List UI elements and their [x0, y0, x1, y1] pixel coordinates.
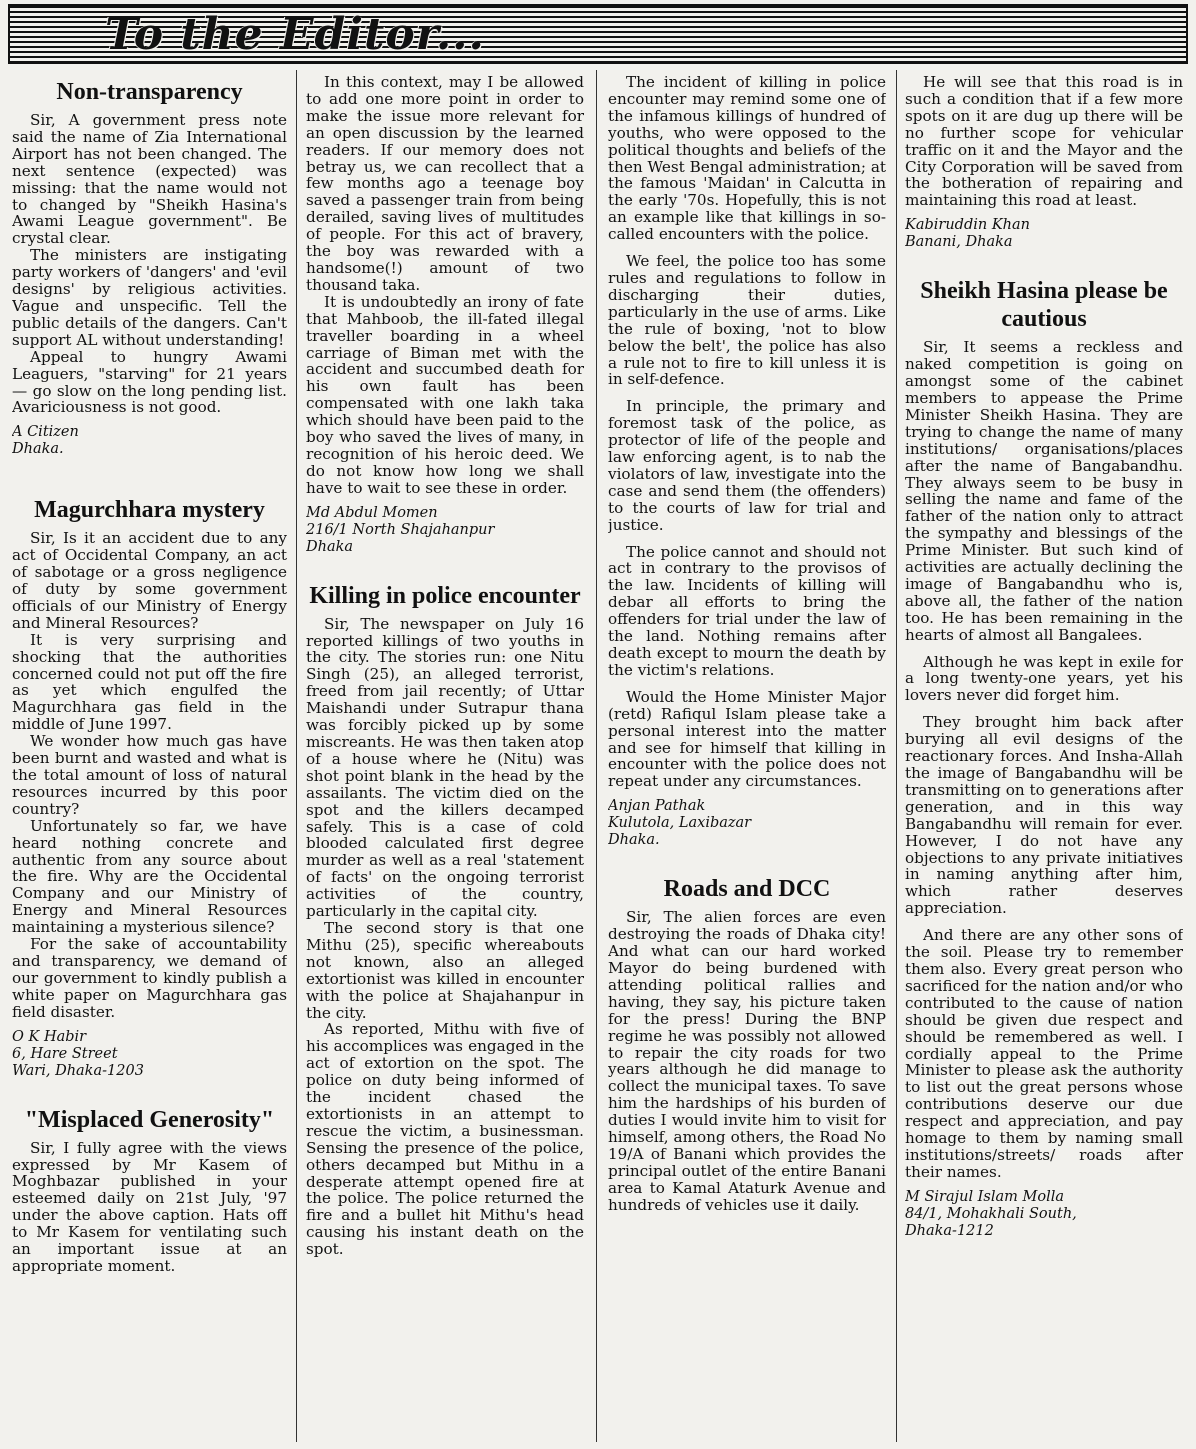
- signature-line: M Sirajul Islam Molla: [905, 1188, 1064, 1205]
- paragraph: Sir, It seems a reckless and naked competition is going on amongst some of the cabinet members to appease the Prime Minister Sheikh Hasina. They are trying to change the name of many institutions/ organisations/places after the name of Bangabandhu. They always seem to be busy in selling the name and fame of the father of the nation only to attract the sympathy and blessings of the Prime Minister. But such kind of activities are actually declining the image of Bangabandhu who is, above all, the father of the nation too. He has been remaining in the hearts of almost all Bangalees.: [905, 338, 1183, 644]
- paragraph: Although he was kept in exile for a long twenty-one years, yet his lovers never did forget him.: [905, 652, 1183, 705]
- column-divider: [596, 70, 597, 1442]
- signature-line: Dhaka.: [12, 441, 64, 458]
- signature-line: Dhaka: [306, 538, 354, 555]
- paragraph: Unfortunately so far, we have heard nothing concrete and authentic from any source about the fire. Why are the Occidental Company and our Ministry of Energy and Mineral Resources maintaining a mysterious silence?: [12, 816, 287, 937]
- signature-line: Md Abdul Momen: [306, 504, 438, 521]
- section-banner: [8, 4, 1188, 64]
- paragraph: In principle, the primary and foremost task of the police, as protector of life of the people and law enforcing agent, is to nab the violators of law, investigate into the case and send them (the offenders) to the courts of law for trial and justice.: [608, 397, 886, 534]
- signature: [608, 798, 886, 849]
- column-divider: [296, 70, 297, 1442]
- headline-magurchhara: Magurchhara mystery: [34, 497, 265, 524]
- signature-line: Wari, Dhaka-1203: [12, 1062, 144, 1079]
- signature-line: Kabiruddin Khan: [905, 217, 1030, 234]
- column-4: [905, 74, 1183, 1442]
- paragraph: They brought him back after burying all evil designs of the reactionary forces. And Insha-Allah the image of Bangabandhu will be transmitting on to generations after generation, and in this way Bangabandhu will remain for ever. However, I do not have any objections to any private initiatives in naming anything after him, which rather deserves appreciation.: [905, 713, 1183, 918]
- column-2: [306, 74, 584, 1442]
- headline-roads: Roads and DCC: [663, 876, 831, 903]
- paragraph: He will see that this road is in such a condition that if a few more spots on it are dug up there will be no further scope for vehicular traffic on it and the Mayor and the City Corporation will be saved from the botheration of repairing and maintaining this road at least.: [905, 74, 1183, 210]
- column-3: [608, 74, 886, 1442]
- signature-line: Anjan Pathak: [608, 798, 706, 815]
- signature-line: Dhaka-1212: [905, 1222, 994, 1239]
- signature: [12, 1029, 287, 1080]
- signature-line: 216/1 North Shajahanpur: [306, 521, 495, 538]
- headline-killing: Killing in police encounter: [309, 582, 581, 609]
- signature: [12, 424, 287, 458]
- paragraph: Would the Home Minister Major (retd) Rafiqul Islam please take a personal interest into the matter and see for himself that killing in encounter with the police does not repeat under any circumstances.: [608, 687, 886, 791]
- paragraph: The police cannot and should not act in contrary to the provisos of the law. Incidents of killing will debar all efforts to bring the offenders for trial under the law of the land. Nothing remains after death except to mourn the death by the victim's relations.: [608, 542, 886, 679]
- paragraph: Sir, A government press note said the name of Zia International Airport has not been changed. The next sentence (expected) was missing: that the name would not to changed by "Sheikh Hasina's Awami League government". Be crystal clear.: [12, 111, 287, 248]
- paragraph: As reported, Mithu with five of his accomplices was engaged in the act of extortion on the spot. The police on duty being informed of the incident chased the extortionists in an attempt to rescue the victim, a businessman. Sensing the presence of the police, others decamped but Mithu in a desperate attempt opened fire at the police. The police returned the fire and a bullet hit Mithu's head causing his instant death on the spot.: [306, 1020, 584, 1259]
- signature-line: 84/1, Mohakhali South,: [905, 1205, 1077, 1222]
- signature-line: Kulutola, Laxibazar: [608, 815, 752, 832]
- paragraph: It is undoubtedly an irony of fate that Mahboob, the ill-fated illegal traveller boarding in a wheel carriage of Biman met with the accident and succumbed death for his own fault has been compensated with one lakh taka which should have been paid to the boy who saved the lives of many, in recognition of his heroic deed. We do not know how long we shall have to wait to see these in order.: [306, 292, 584, 497]
- signature-line: A Citizen: [12, 424, 79, 441]
- headline-nontransparency: Non-transparency: [56, 79, 243, 105]
- paragraph: We wonder how much gas have been burnt and wasted and what is the total amount of loss of natural resources incurred by this poor country?: [12, 732, 287, 818]
- column-1: [12, 74, 287, 1442]
- headline-hasina: Sheikh Hasina please be cautious: [920, 278, 1168, 333]
- paragraph: The incident of killing in police encounter may remind some one of the infamous killings of hundred of youths, who were opposed to the political thoughts and beliefs of the then West Bengal administration; at the famous 'Maidan' in Calcutta in the early '70s. Hopefully, this is not an example like that killings in so-called encounters with the police.: [608, 74, 886, 244]
- paragraph: And there are any other sons of the soil. Please try to remember them also. Every great person who sacrificed for the nation and/or who contributed to the cause of nation should be given due respect and should be remembered as well. I cordially appeal to the Prime Minister to please ask the authority to list out the great persons whose contributions deserve our due respect and appreciation, and pay homage to them by naming small institutions/streets/ roads after their names.: [905, 926, 1183, 1181]
- paragraph: It is very surprising and shocking that the authorities concerned could not put off the fire as yet which engulfed the Magurchhara gas field in the middle of June 1997.: [12, 630, 287, 734]
- paragraph: We feel, the police too has some rules and regulations to follow in discharging their duties, particularly in the use of arms. Like the rule of boxing, 'not to blow below the belt', the police has also a rule not to fire to kill unless it is in self-defence.: [608, 252, 886, 389]
- paragraph: Sir, The alien forces are even destroying the roads of Dhaka city! And what can our hard worked Mayor do being burdened with attending political rallies and having, they say, his picture taken for the press! During the BNP regime he was possibly not allowed to repair the city roads for two years although he did manage to collect the municipal taxes. To save him the hardships of his burden of duties I would invite him to visit for himself, among others, the Road No 19/A of Banani which provides the principal outlet of the entire Banani area to Kamal Ataturk Avenue and hundreds of vehicles use it daily.: [608, 908, 886, 1214]
- paragraph: The second story is that one Mithu (25), specific whereabouts not known, also an alleged extortionist was killed in encounter with the police at Shajahanpur in the city.: [306, 918, 584, 1022]
- paragraph: For the sake of accountability and transparency, we demand of our government to kindly publish a white paper on Magurchhara gas field disaster.: [12, 935, 287, 1021]
- paragraph: Sir, The newspaper on July 16 reported killings of two youths in the city. The stories run: one Nitu Singh (25), an alleged terrorist, freed from jail recently; of Uttar Maishandi under Sutrapur thana was forcibly picked up by some miscreants. He was then taken atop of a house where he (Nitu) was shot point blank in the head by the assailants. The victim died on the spot and the killers decamped safely. This is a case of cold blooded calculated first degree murder as well as a real 'statement of facts' on the ongoing terrorist activities of the country, particularly in the capital city.: [306, 614, 584, 921]
- signature: [306, 505, 584, 556]
- paragraph: Appeal to hungry Awami Leaguers, "starving" for 21 years — go slow on the long pending list. Avariciousness is not good.: [12, 347, 287, 417]
- paragraph: Sir, Is it an accident due to any act of Occidental Company, an act of sabotage or a gross negligence of duty by some government officials of our Ministry of Energy and Mineral Resources?: [12, 529, 287, 632]
- signature: [905, 217, 1183, 251]
- signature: [905, 1189, 1183, 1240]
- column-divider: [896, 70, 897, 1442]
- paragraph: In this context, may I be allowed to add one more point in order to make the issue more relevant for an open discussion by the learned readers. If our memory does not betray us, we can recollect that a few months ago a teenage boy saved a passenger train from being derailed, saving lives of multitudes of people. For this act of bravery, the boy was rewarded with a handsome(!) amount of two thousand taka.: [306, 74, 584, 294]
- signature-line: Banani, Dhaka: [905, 234, 1013, 251]
- signature-line: 6, Hare Street: [12, 1045, 118, 1062]
- signature-line: Dhaka.: [608, 832, 660, 849]
- headline-misplaced: "Misplaced Generosity": [24, 1106, 275, 1133]
- banner-title: To the Editor...: [105, 9, 485, 60]
- paragraph: Sir, I fully agree with the views expressed by Mr Kasem of Moghbazar published in your esteemed daily on 21st July, '97 under the above caption. Hats off to Mr Kasem for ventilating such an important issue at an appropriate moment.: [12, 1138, 287, 1275]
- signature-line: O K Habir: [12, 1028, 87, 1045]
- paragraph: The ministers are instigating party workers of 'dangers' and 'evil designs' by religious activities. Vague and unspecific. Tell the public details of the dangers. Can't support AL without understanding!: [12, 246, 287, 349]
